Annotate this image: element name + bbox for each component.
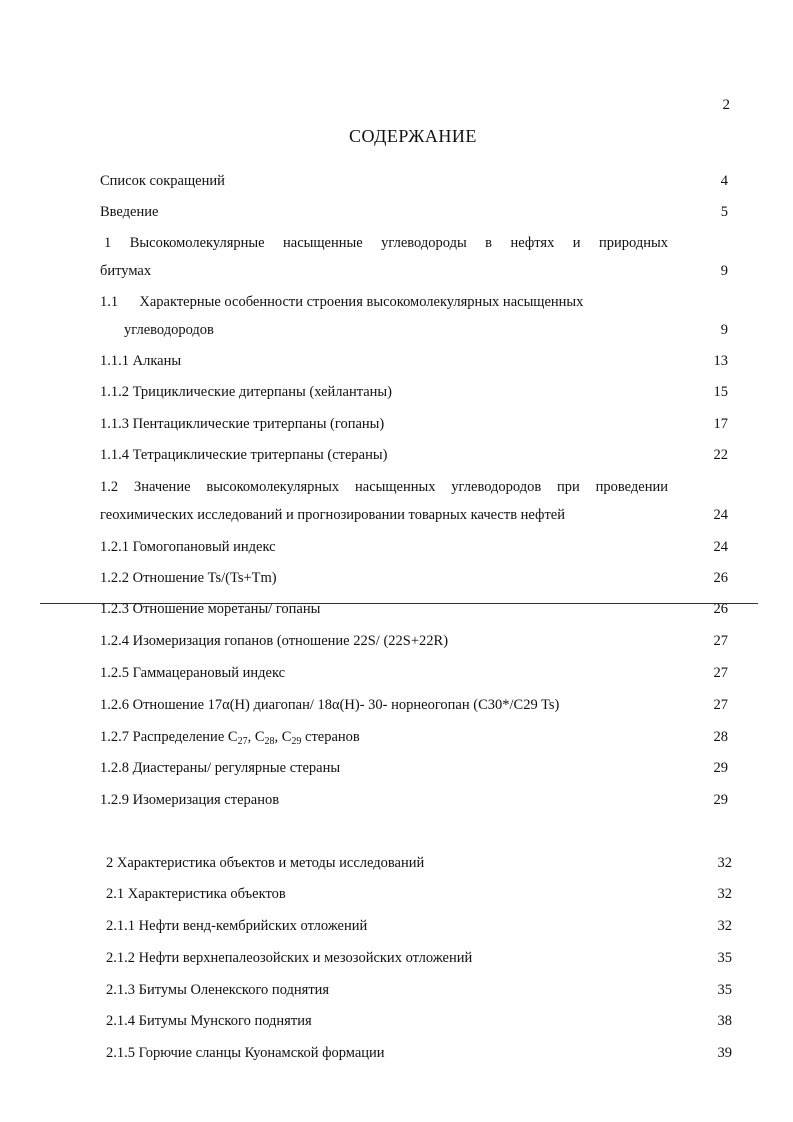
toc-entry-1-2-5[interactable] [100,663,285,683]
toc-entry-text: 1.2.1 Гомогопановый индекс [100,539,276,555]
toc-entry-2-1-5[interactable] [106,1043,385,1063]
toc-entry-introduction[interactable] [100,202,158,222]
toc-entry-text-line1: Характерные особенности строения высокомолекулярных насыщенных [139,294,584,310]
toc-entry-chapter-2[interactable] [106,853,424,873]
subscript: 28 [264,736,275,747]
toc-entry-text: 1.2.8 Диастераны/ регулярные стераны [100,760,341,776]
toc-entry-text: Введение [100,204,159,220]
toc-entry-1-2-cont [100,505,565,525]
toc-entry-1-1-2[interactable] [100,382,392,402]
toc-entry-text-line2: битумах [100,263,152,279]
toc-entry-text: 1.1.2 Трициклические дитерпаны (хейлантаны) [100,384,392,400]
toc-page-number: 32 [717,886,732,902]
toc-page-number: 26 [713,570,728,586]
toc-page-number: 32 [717,918,732,934]
toc-entry-1-2-2[interactable] [100,568,277,588]
toc-entry-text: 2.1.1 Нефти венд-кембрийских отложений [106,918,368,934]
toc-page-number: 38 [717,1013,732,1029]
page-title: СОДЕРЖАНИЕ [349,126,477,146]
toc-entry-text: 1.2.6 Отношение 17α(H) диагопан/ 18α(H)- 30- норнеогопан (C30*/C29 Ts) [100,697,560,713]
toc-entry-text: 2.1.4 Битумы Мунского поднятия [106,1013,312,1029]
toc-entry-1-1-4[interactable] [100,445,387,465]
separator: , С [247,729,265,745]
toc-entry-text: 2 Характеристика объектов и методы исследований [106,855,425,871]
toc-entry-text: 2.1.5 Горючие сланцы Куонамской формации [106,1045,385,1061]
toc-page-number: 17 [713,416,728,432]
toc-page-number: 9 [720,322,728,338]
toc-page-number: 15 [713,384,728,400]
toc-entry-text-suffix: стеранов [301,729,360,745]
toc-entry-2-1-2[interactable] [106,948,472,968]
page-number: 2 [722,97,730,113]
toc-page-number: 27 [713,665,728,681]
toc-page-number: 27 [713,633,728,649]
toc-page-number: 35 [717,982,732,998]
toc-entry-1-2-3[interactable] [100,599,320,619]
toc-entry-2-1-4[interactable] [106,1011,312,1031]
toc-entry-abbreviations[interactable] [100,171,225,191]
toc-entry-1-2-4[interactable] [100,631,448,651]
toc-entry-text: 2.1.3 Битумы Оленекского поднятия [106,982,330,998]
toc-entry-text: 1.2.2 Отношение Ts/(Ts+Tm) [100,570,277,586]
toc-entry-2-1-1[interactable] [106,916,367,936]
toc-page-number: 39 [717,1045,732,1061]
toc-entry-text: 1.2.9 Изомеризация стеранов [100,792,280,808]
toc-entry-1-2-8[interactable] [100,758,340,778]
toc-page-number: 9 [720,263,728,279]
toc-entry-text-line1: 1 Высокомолекулярные насыщенные углеводороды в нефтях и природных [104,235,668,251]
toc-page-number: 26 [713,601,728,617]
toc-entry-text: 2.1.2 Нефти верхнепалеозойских и мезозойских отложений [106,950,473,966]
toc-entry-text-line2: геохимических исследований и прогнозировании товарных качеств нефтей [100,507,565,523]
toc-entry-1-2-1[interactable] [100,537,276,557]
subscript: 29 [291,736,302,747]
toc-entry-1-2-6[interactable] [100,695,559,715]
toc-page-number: 22 [713,447,728,463]
toc-entry-text: 1.2.3 Отношение моретаны/ гопаны [100,601,321,617]
toc-entry-1-1-3[interactable] [100,414,384,434]
toc-entry-text-line1: 1.2 Значение высокомолекулярных насыщенных углеводородов при проведении [100,479,668,495]
toc-entry-text-prefix: 1.2.7 Распределение С [100,729,238,745]
subscript: 27 [237,736,248,747]
toc-page-number: 13 [713,353,728,369]
toc-section-number: 1.1 [100,294,119,310]
toc-entry-text: 1.1.4 Тетрациклические тритерпаны (стераны) [100,447,388,463]
toc-entry-chapter-1-cont [100,261,151,281]
toc-page-number: 27 [713,697,728,713]
toc-entry-1-1-1[interactable] [100,351,181,371]
toc-page-number: 32 [717,855,732,871]
toc-entry-text: 2.1 Характеристика объектов [106,886,286,902]
toc-entry-text: 1.1.1 Алканы [100,353,182,369]
toc-entry-text: 1.1.3 Пентациклические тритерпаны (гопаны) [100,416,385,432]
toc-entry-1-2[interactable] [100,477,668,497]
toc-page-number: 24 [713,507,728,523]
toc-entry-1-2-7[interactable] [100,727,360,747]
toc-page-number: 24 [713,539,728,555]
toc-entry-2-1-3[interactable] [106,980,329,1000]
toc-page-number: 5 [720,204,728,220]
toc-entry-chapter-1[interactable] [104,233,668,253]
toc-page-number: 4 [720,173,728,189]
toc-page-number: 29 [713,760,728,776]
toc-entry-1-1[interactable] [100,292,583,312]
toc-entry-1-1-cont [124,320,214,340]
toc-entry-2-1[interactable] [106,884,286,904]
toc-entry-text: 1.2.4 Изомеризация гопанов (отношение 22S/ (22S+22R) [100,633,449,649]
toc-page-number: 29 [713,792,728,808]
toc-entry-text: 1.2.5 Гаммацерановый индекс [100,665,286,681]
toc-entry-1-2-9[interactable] [100,790,279,810]
toc-page-number: 35 [717,950,732,966]
separator: , С [274,729,292,745]
toc-page-number: 28 [713,729,728,745]
toc-entry-text: Список сокращений [100,173,225,189]
toc-entry-text-line2: углеводородов [124,322,214,338]
